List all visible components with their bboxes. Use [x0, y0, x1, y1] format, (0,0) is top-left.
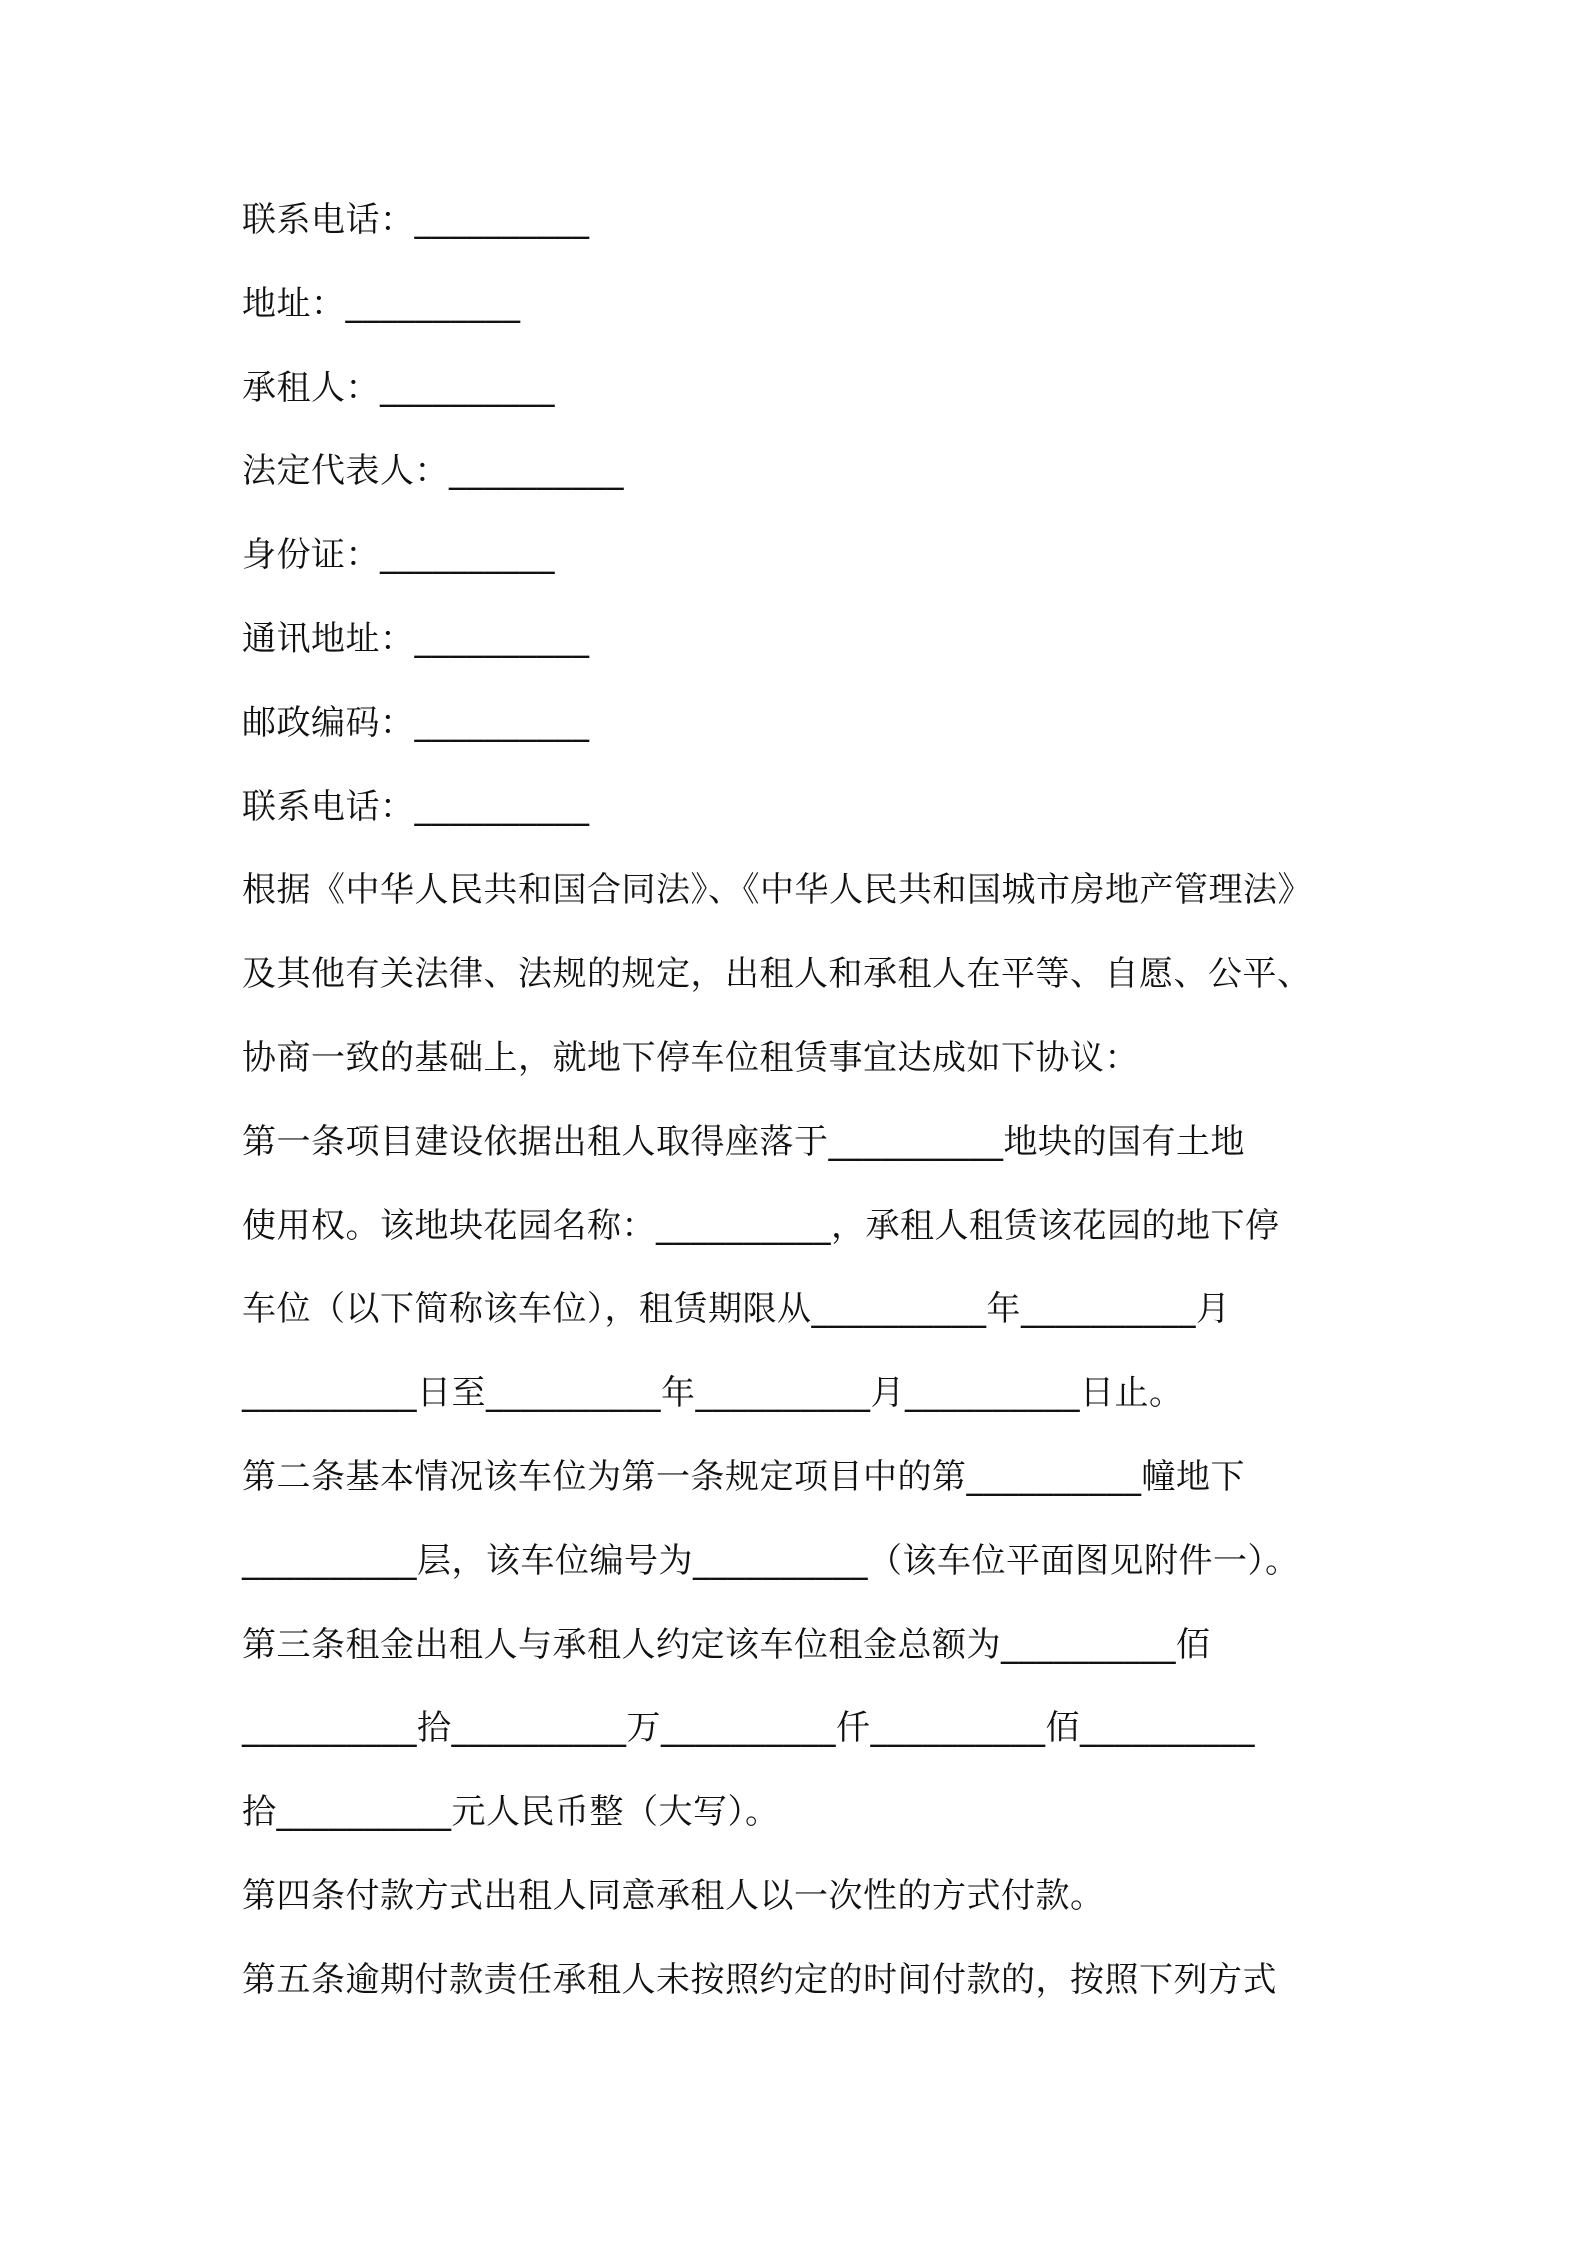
article-3-line-2: __________拾__________万__________仟__________佰__________	[242, 1708, 1255, 1749]
contact-phone-line: 联系电话：__________	[242, 200, 590, 240]
article-5-line-1: 第五条逾期付款责任承租人未按照约定的时间付款的，按照下列方式	[242, 1959, 1277, 2000]
article-2-line-2: __________层，该车位编号为__________（该车位平面图见附件一）。	[242, 1540, 1300, 1581]
article-1-line-4: __________日至__________年__________月__________日止。	[242, 1373, 1184, 1414]
address-line: 地址：__________	[242, 283, 521, 324]
postal-code-line: 邮政编码：__________	[242, 702, 590, 743]
article-3-line-3: 拾__________元人民币整（大写）。	[242, 1792, 780, 1833]
id-card-line: 身份证：__________	[242, 535, 555, 576]
article-1-line-2: 使用权。该地块花园名称：__________，承租人租赁该花园的地下停	[242, 1205, 1280, 1246]
mailing-address-line: 通讯地址：__________	[242, 618, 590, 659]
article-1-line-1: 第一条项目建设依据出租人取得座落于__________地块的国有土地	[242, 1121, 1245, 1162]
contact-phone-line-2: 联系电话：__________	[242, 786, 590, 827]
lessee-line: 承租人：__________	[242, 367, 555, 408]
article-2-line-1: 第二条基本情况该车位为第一条规定项目中的第__________幢地下	[242, 1456, 1245, 1497]
article-1-line-3: 车位（以下简称该车位），租赁期限从__________年__________月	[242, 1289, 1231, 1330]
legal-representative-line: 法定代表人：__________	[242, 451, 624, 492]
preamble-line-2: 及其他有关法律、法规的规定，出租人和承租人在平等、自愿、公平、	[242, 954, 1312, 995]
article-4-line-1: 第四条付款方式出租人同意承租人以一次性的方式付款。	[242, 1875, 1105, 1916]
document-body	[242, 198, 1392, 2042]
article-3-line-1: 第三条租金出租人与承租人约定该车位租金总额为__________佰	[242, 1624, 1211, 1665]
preamble-line-3: 协商一致的基础上，就地下停车位租赁事宜达成如下协议：	[242, 1037, 1139, 1078]
preamble-line-1: 根据《中华人民共和国合同法》、《中华人民共和国城市房地产管理法》	[242, 870, 1312, 911]
